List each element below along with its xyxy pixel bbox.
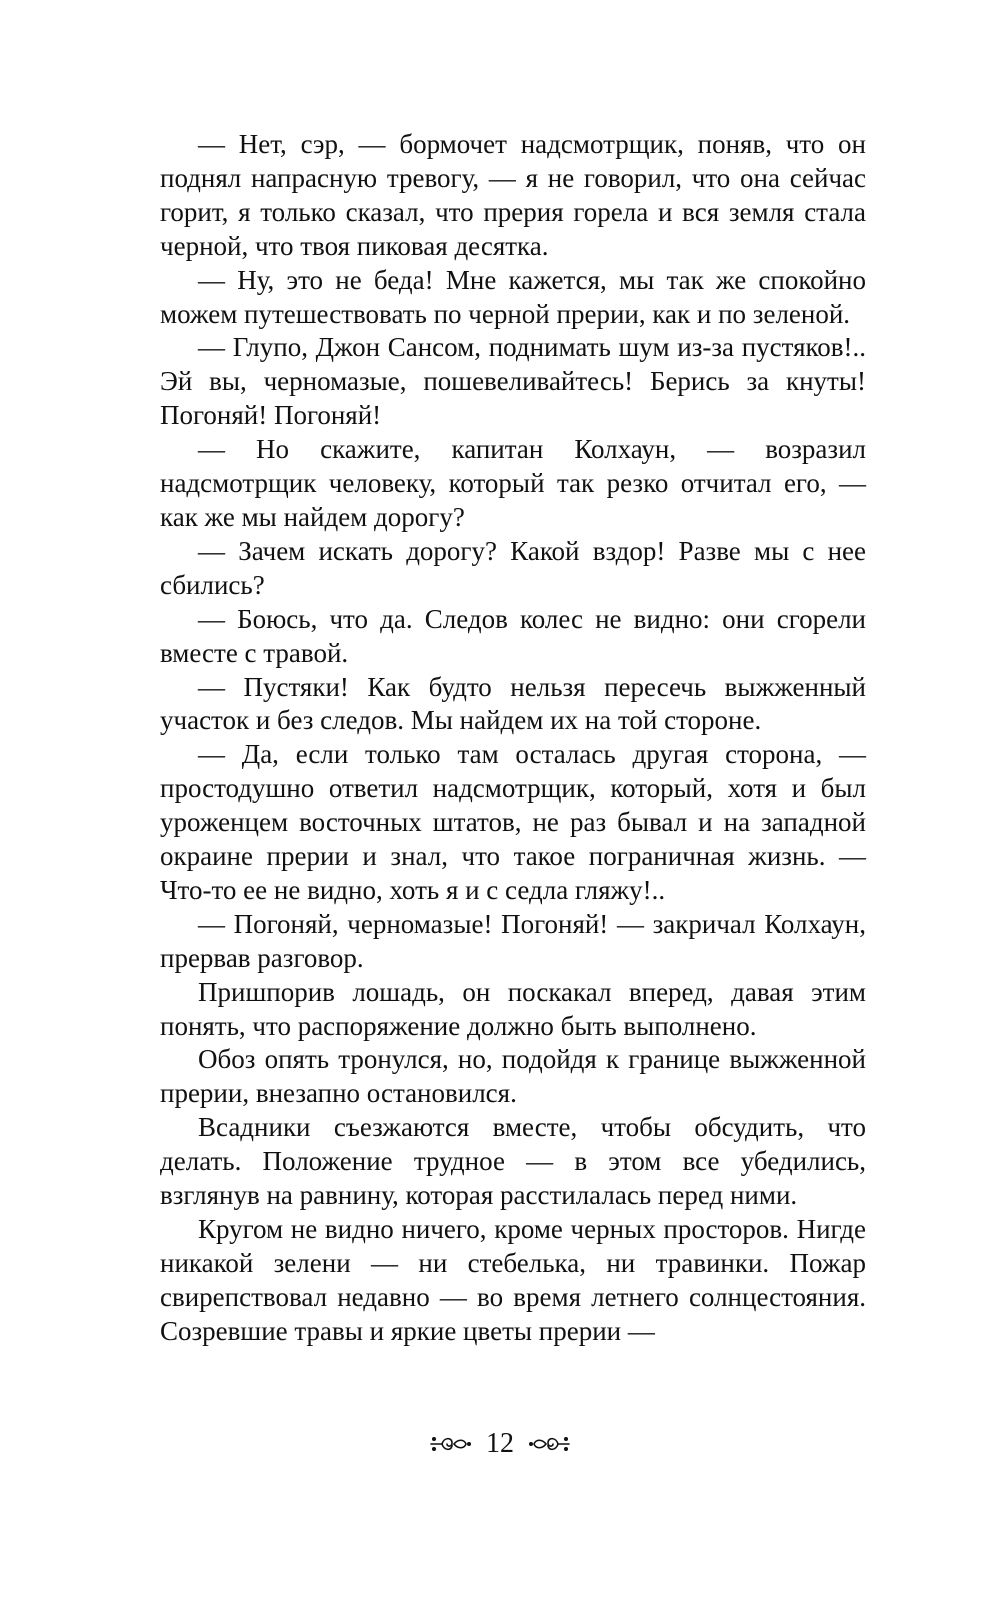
paragraph: — Зачем искать дорогу? Какой вздор! Разве мы с нее сбились? (160, 535, 866, 600)
paragraph: — Нет, сэр, — бормочет надсмотрщик, поняв, что он поднял напрасную тревогу, — я не говорил, что она сейчас горит, я только сказал, что прерия горела и вся земля стала черной, что твоя пиковая десятка. (160, 129, 866, 261)
paragraph: — Пустяки! Как будто нельзя пересечь выжженный участок и без следов. Мы найдем их на той стороне. (160, 671, 866, 736)
floral-ornament-icon (428, 1431, 472, 1457)
paragraph: Кругом не видно ничего, кроме черных просторов. Нигде никакой зелени — ни стебелька, ни травинки. Пожар свирепствовал недавно — во время летнего солнцестояния. Созревшие травы и яркие цветы прерии — (160, 1214, 866, 1346)
paragraph: Всадники съезжаются вместе, чтобы обсудить, что делать. Положение трудное — в этом все убедились, взглянув на равнину, которая расстилалась перед ними. (160, 1112, 866, 1211)
floral-ornament-icon (528, 1431, 572, 1457)
paragraph: — Боюсь, что да. Следов колес не видно: они сгорели вместе с травой. (160, 603, 866, 668)
page-footer (0, 1424, 1000, 1464)
paragraph: — Глупо, Джон Сансом, поднимать шум из-за пустяков!.. Эй вы, черномазые, пошевеливайтесь! Берись за кнуты! Погоняй! Погоняй! (160, 332, 866, 431)
body-text (160, 128, 866, 1349)
paragraph: — Погоняй, черномазые! Погоняй! — закричал Колхаун, прервав разговор. (160, 908, 866, 973)
paragraph: — Ну, это не беда! Мне кажется, мы так же спокойно можем путешествовать по черной прерии, как и по зеленой. (160, 264, 866, 329)
paragraph: Пришпорив лошадь, он поскакал вперед, давая этим понять, что распоряжение должно быть выполнено. (160, 976, 866, 1041)
paragraph: — Но скажите, капитан Колхаун, — возразил надсмотрщик человеку, который так резко отчитал его, — как же мы найдем дорогу? (160, 434, 866, 532)
page-number: 12 (486, 1428, 514, 1459)
paragraph: Обоз опять тронулся, но, подойдя к границе выжженной прерии, внезапно остановился. (160, 1044, 866, 1109)
paragraph: — Да, если только там осталась другая сторона, — простодушно ответил надсмотрщик, который, хотя и был уроженцем восточных штатов, не раз бывал и на западной окраине прерии и знал, что такое пограничная жизнь. — Что-то ее не видно, хоть я и с седла гляжу!.. (160, 739, 866, 905)
